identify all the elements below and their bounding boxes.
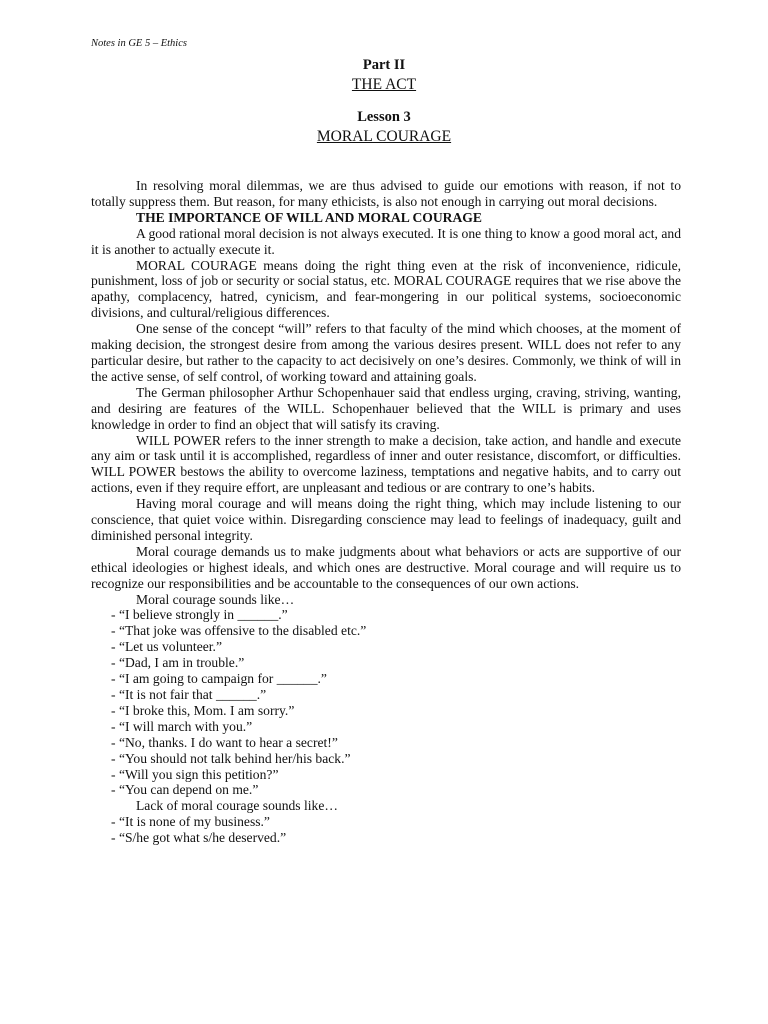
paragraph: A good rational moral decision is not always executed. It is one thing to know a good moral act, and it is another to actually execute it.	[91, 225, 681, 257]
paragraph: Moral courage demands us to make judgments about what behaviors or acts are supportive of our ethical ideologies or highest ideals, and which ones are destructive. Moral courage and will require us to recognize our responsibilities and be accountable to the consequences of our own actions.	[91, 543, 681, 591]
lesson-title-text: MORAL COURAGE	[316, 128, 452, 145]
list-item: - “I will march with you.”	[111, 719, 681, 735]
list-item: - “It is none of my business.”	[111, 814, 681, 830]
list-item: - “I broke this, Mom. I am sorry.”	[111, 703, 681, 719]
lack-intro: Lack of moral courage sounds like…	[136, 798, 338, 814]
sounds-like-list	[91, 607, 681, 798]
body-text	[91, 178, 681, 846]
paragraph: The German philosopher Arthur Schopenhauer said that endless urging, craving, striving, wanting, and desiring are features of the WILL. Schopenhauer believed that the WILL is primary and uses knowledge in order to find an object that will satisfy its craving.	[91, 384, 681, 432]
lesson-label: Lesson 3	[357, 109, 411, 125]
list-item: - “No, thanks. I do want to hear a secret!”	[111, 735, 681, 751]
header-note: Notes in GE 5 – Ethics	[91, 38, 187, 49]
lesson-title	[0, 128, 768, 146]
paragraph: Having moral courage and will means doing the right thing, which may include listening to our conscience, that quiet voice within. Disregarding conscience may lead to feelings of inadequacy, guilt and diminished personal integrity.	[91, 496, 681, 543]
paragraph: One sense of the concept “will” refers to that faculty of the mind which chooses, at the moment of making decision, the strongest desire from among the various desires present. WILL does not refer to any particular desire, but rather to the capacity to act decisively on one’s desires. Commonly, we think of will in the active sense, of self control, of working toward and attaining goals.	[91, 321, 681, 384]
list-item: - “Will you sign this petition?”	[111, 767, 681, 783]
list-item: - “Dad, I am in trouble.”	[111, 655, 681, 671]
list-item: - “I believe strongly in ______.”	[111, 607, 681, 623]
list-item: - “S/he got what s/he deserved.”	[111, 830, 681, 846]
list-item: - “Let us volunteer.”	[111, 639, 681, 655]
list-item: - “You can depend on me.”	[111, 782, 681, 798]
part-title-text: THE ACT	[351, 76, 417, 93]
list-item: - “You should not talk behind her/his back.”	[111, 751, 681, 767]
list-item: - “It is not fair that ______.”	[111, 687, 681, 703]
intro-paragraph: In resolving moral dilemmas, we are thus advised to guide our emotions with reason, if not to totally suppress them. But reason, for many ethicists, is also not enough in carrying out moral decisions.	[91, 178, 681, 209]
part-title	[0, 76, 768, 94]
list-item: - “That joke was offensive to the disabled etc.”	[111, 623, 681, 639]
paragraph: WILL POWER refers to the inner strength to make a decision, take action, and handle and execute any aim or task until it is accomplished, regardless of inner and outer resistance, discomfort, or difficulties. WILL POWER bestows the ability to overcome laziness, temptations and negative habits, and to carry out actions, even if they require effort, are unpleasant and tedious or are contrary to one’s habits.	[91, 432, 681, 496]
list-item: - “I am going to campaign for ______.”	[111, 671, 681, 687]
part-label: Part II	[362, 57, 406, 73]
section-heading: THE IMPORTANCE OF WILL AND MORAL COURAGE	[136, 209, 482, 225]
lack-sounds-like-list	[91, 814, 681, 846]
sounds-like-intro: Moral courage sounds like…	[136, 591, 295, 607]
paragraph: MORAL COURAGE means doing the right thing even at the risk of inconvenience, ridicule, punishment, loss of job or security or social status, etc. MORAL COURAGE requires that we rise above the apathy, complacency, hatred, cynicism, and fear-mongering in our political systems, socioeconomic divisions, and cultural/religious differences.	[91, 257, 681, 321]
